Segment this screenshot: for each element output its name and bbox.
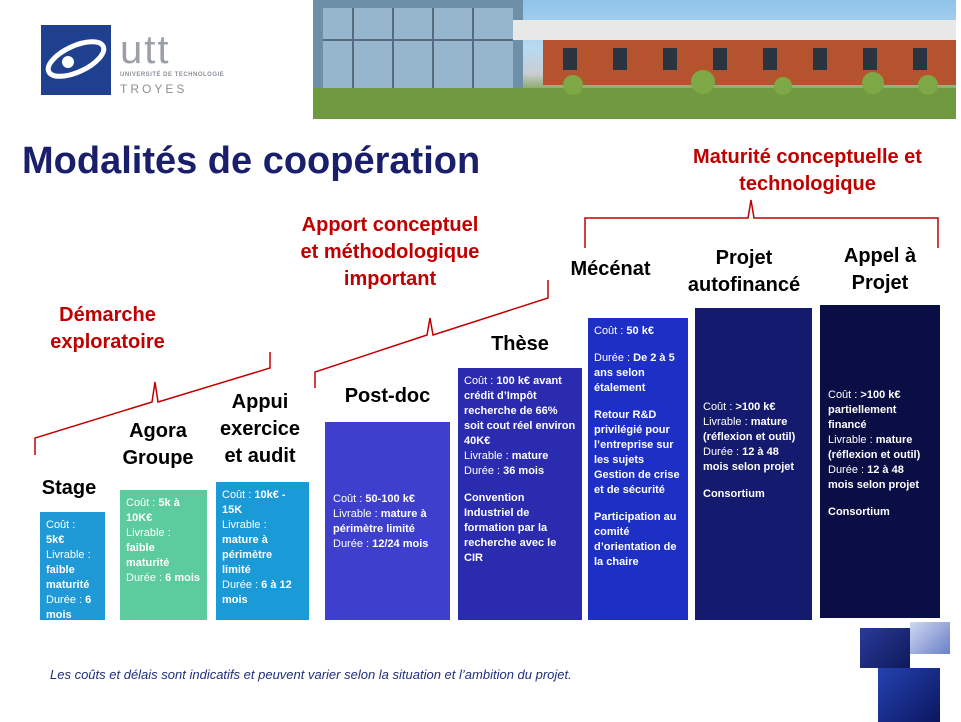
detail-value: 5k à 10K€ [126,497,180,524]
decor-square [878,668,940,722]
detail-value: De 2 à 5 ans selon étalement [594,352,675,394]
brace-maturite [585,200,938,248]
stage-title-agora: Agora Groupe [122,420,194,469]
stage-title-appel-projet: Appel à Projet [843,245,917,294]
stage-detail-line [126,496,201,526]
detail-value: 6 mois [46,594,92,621]
stage-box-appui [216,482,309,620]
detail-value: 100 k€ avant crédit d’Impôt recherche de 66% soit cout réel environ 40K€ [464,375,576,447]
stage-title-these: Thèse [491,333,549,355]
annotation-line: et méthodologique [300,241,480,263]
stage-detail-line [594,351,682,396]
stage-box-these [458,368,582,620]
detail-value: 6 à 12 mois [222,579,292,606]
footer-note: Les coûts et délais sont indicatifs et peuvent varier selon la situation et l’ambition du projet. [50,667,572,682]
detail-label: Durée : [703,446,743,458]
stage-box-postdoc [325,422,450,620]
annotation-line: Apport conceptuel [301,214,479,236]
logo-name: utt [120,28,171,72]
detail-value: mature à périmètre limité [333,508,427,535]
stage-detail-line [46,518,99,533]
stage-detail-line [703,475,804,487]
detail-label: Coût : [703,401,736,413]
stage-box-appel-projet [820,305,940,618]
stage-detail-line [222,488,303,518]
detail-label: Durée : [828,464,868,476]
detail-label: Durée : [222,579,262,591]
stage-detail-line [703,400,804,415]
detail-value: 12 à 48 mois selon projet [703,446,795,473]
detail-value: mature (réflexion et outil) [703,416,796,443]
annotation-line: Démarche [59,304,156,326]
stage-detail-line [46,533,99,548]
stage-title-appui: Appui exercice et audit [219,391,301,467]
decor-square [860,628,910,668]
stage-detail-line [594,339,682,351]
page-title: Modalités de coopération [22,140,481,182]
annotation-line: Maturité conceptuelle et [693,146,922,168]
stage-detail-line [333,507,442,537]
detail-value: 12/24 mois [372,538,429,550]
stage-detail-line [464,479,576,491]
stage-detail-line [46,563,99,593]
stage-title-mecenat: Mécénat [570,258,651,280]
stage-detail-line [126,571,201,586]
annotation-line: technologique [739,173,876,195]
detail-value: >100 k€ [735,401,776,413]
stage-box-mecenat [588,318,688,620]
detail-label: Coût : [222,489,255,501]
stage-detail-line [703,415,804,445]
stage-title-postdoc: Post-doc [344,385,431,407]
annotation-line: important [343,268,437,290]
stage-box-stage [40,512,105,620]
detail-label: Durée : [464,465,504,477]
annotation-line: exploratoire [50,331,165,353]
stage-detail-line [46,593,99,623]
detail-value: Participation au comité d’orientation de la chaire [594,511,677,568]
stage-detail-line [828,505,932,520]
detail-value: Consortium [828,506,890,518]
stage-detail-line [126,541,201,571]
detail-value: 6 mois [165,572,200,584]
detail-label: Durée : [46,594,86,606]
stage-detail-line [594,510,682,570]
detail-label: Coût : [126,497,159,509]
detail-value: 50 k€ [626,325,654,337]
detail-label: Coût : [46,519,76,531]
stage-detail-line [828,493,932,505]
stage-detail-line [222,518,303,533]
detail-label: Livrable : [333,508,381,520]
detail-value: 10k€ - 15K [222,489,286,516]
stage-detail-line [828,433,932,463]
detail-label: Livrable : [464,450,512,462]
detail-label: Livrable : [222,519,267,531]
detail-label: Coût : [828,389,861,401]
detail-value: faible maturité [46,564,90,591]
stage-detail-line [594,324,682,339]
detail-value: Convention Industriel de formation par la recherche avec le CIR [464,492,557,564]
detail-label: Durée : [594,352,634,364]
stage-box-projet-autofinance [695,308,812,620]
detail-value: 50-100 k€ [365,493,415,505]
decor-square [910,622,950,654]
detail-value: Retour R&D privilégié pour l’entreprise sur les sujets Gestion de crise et de sécurité [594,409,680,496]
detail-value: 36 mois [503,465,545,477]
detail-value: Consortium [703,488,765,500]
detail-value: >100 k€ partiellement financé [828,389,901,431]
detail-value: mature à périmètre limité [222,534,273,576]
stage-detail-line [594,396,682,408]
stage-detail-line [464,374,576,449]
stage-detail-line [703,487,804,502]
stage-title-stage: Stage [41,477,97,499]
stage-detail-line [222,578,303,608]
stage-detail-line [464,491,576,566]
stage-detail-line [594,408,682,498]
detail-label: Durée : [126,572,166,584]
stage-detail-line [333,492,442,507]
detail-label: Livrable : [126,527,171,539]
stage-detail-line [333,537,442,552]
stage-box-agora [120,490,207,620]
detail-value: mature (réflexion et outil) [828,434,921,461]
detail-label: Coût : [333,493,366,505]
stage-detail-line [222,533,303,578]
stage-detail-line [464,464,576,479]
stage-detail-line [703,445,804,475]
stage-title-projet-autofinance: Projet autofinancé [687,247,801,296]
detail-label: Livrable : [828,434,876,446]
stage-detail-line [828,463,932,493]
detail-label: Livrable : [703,416,751,428]
logo-subtitle: UNIVERSITÉ DE TECHNOLOGIE [120,72,225,78]
detail-label: Livrable : [46,549,91,561]
stage-detail-line [126,526,201,541]
stage-detail-line [594,498,682,510]
stage-detail-line [828,388,932,433]
stage-detail-line [464,449,576,464]
detail-value: faible maturité [126,542,170,569]
detail-label: Durée : [333,538,373,550]
stage-detail-line [46,548,99,563]
detail-value: 12 à 48 mois selon projet [828,464,920,491]
detail-value: mature [511,450,549,462]
detail-value: 5k€ [46,534,65,546]
detail-label: Coût : [594,325,627,337]
detail-label: Coût : [464,375,497,387]
logo-city: TROYES [120,82,188,96]
